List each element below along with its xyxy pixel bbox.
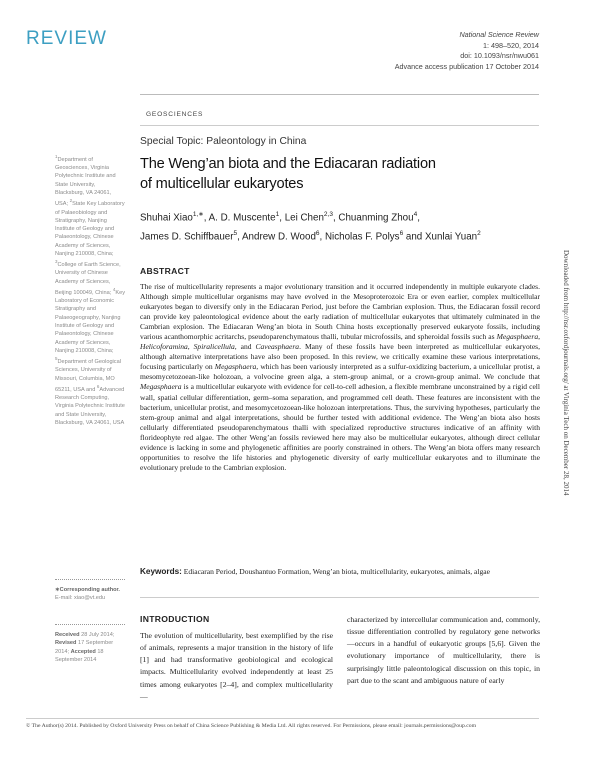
sidebar-divider [55,624,125,625]
corresponding-author [55,586,125,603]
taxon-name: Megasphaera [214,362,257,372]
affiliation: College of Earth Science, University of Chinese Academy of Sciences, Beijing 100049, China; [55,262,121,296]
author[interactable]: James D. Schiffbauer [140,231,234,243]
corresponding-label: ∗Corresponding author. [55,587,120,593]
introduction-column-1: The evolution of multicellularity, best exemplified by the rise of animals, represents a major transition in the history of life [1] and had transformative geobiological and ecological impacts. Multicellularity evolved independently at least 25 times among eukaryotes [2–4], and complex multicellularity— [140,631,333,701]
advance-access: Advance access publication 17 October 2014 [394,61,539,71]
affiliation: Advanced Research Computing, Virginia Polytechnic Institute and State University, Blacksburg, VA 24061, USA [55,386,125,427]
accepted-date: 18 September 2014 [55,648,104,663]
taxon-name: Megasphaera [140,382,182,392]
author[interactable]: Andrew D. Wood [242,231,316,243]
taxon-name: Helicoforamina [140,342,188,352]
affil-sup: 5 [55,356,58,362]
sidebar-divider [55,579,125,580]
author-sup: 4 [413,211,418,218]
author-line-1: Shuhai Xiao$^{1,∗}$, A. D. Muscente$^1$, Lei Chen$^{2,3}$, Chuanming Zhou$^4$, [140,211,420,224]
introduction-heading: INTRODUCTION [140,614,210,624]
copyright-footer: © The Author(s) 2014. Published by Oxford University Press on behalf of China Science Publishing & Media Ltd. All rights reserved. For Permissions, please email: journals.permissions@oup.com [26,723,477,729]
accepted-label: Accepted [70,648,96,655]
author-sup: 6 [399,230,404,238]
affiliation: Key Laboratory of Economic Stratigraphy and Palaeogeography, Nanjing Institute of Geology and Palaeontology, Chinese Academy of Sciences, Nanjing 210008, China; [55,289,126,354]
affil-sup: 4 [112,287,116,293]
revised-date: 17 September 2014; [55,640,114,655]
introduction-column-2: characterized by intercellular communication and, commonly, tissue differentiation controlled by regulatory gene networks—occurs in a handful of eukaryotic groups [5,6]. Given the evolutionary importance of multicellularity, there is surprisingly little paleontological discussion on this topic, in part due to the scant and ambiguous nature of early [347,615,540,685]
abstract-segment: , which has been variously interpreted as a sulfur-oxidizing bacterium, a unicellular protist, a mesomycetozoean-like holozoan, a volvocine green alga, a stem-group animal, or a crown-group animal. We conclude that [140,362,540,382]
author[interactable]: Xunlai Yuan [424,231,478,243]
affil-sup: 3 [55,259,58,265]
author-line-2: James D. Schiffbauer$^5$, Andrew D. Wood$^6$, Nicholas F. Polys$^6$ and Xunlai Yuan$^2$ [140,230,481,243]
revised-label: Revised [55,640,77,647]
taxon-name: Megasphaera [496,332,539,342]
affiliation: State Key Laboratory of Palaeobiology and Stratigraphy, Nanjing Institute of Geology and Palaeontology, Chinese Academy of Sciences, Nanjing 210008, China; [55,201,125,257]
abstract-segment: . Many of these fossils have been interpreted as multicellular eukaryotes, although alternative interpretations have also been proposed. In this review, we critically examine these various interpretations, focusing particularly on [140,342,540,372]
journal-pages: 1: 498–520, 2014 [483,40,539,50]
author-sup: 1,∗ [192,211,204,218]
affiliations [55,153,125,427]
affiliation: Department of Geological Sciences, University of Missouri, Columbia, MO 65211, USA and [55,359,121,393]
author[interactable]: Chuanming Zhou [338,212,414,224]
keywords-text: Ediacaran Period, Doushantuo Formation, Weng’an biota, multicellularity, eukaryotes, animals, algae [183,567,490,576]
title-line-1: The Weng’an biota and the Ediacaran radiation [140,156,436,172]
subject-label: GEOSCIENCES [146,111,204,118]
affil-sup: 6 [96,384,100,390]
footer-divider [26,718,539,719]
abstract-segment: , [538,332,540,342]
taxon-name: Caveasphaera [255,342,300,352]
received-label: Received [55,632,80,638]
watermark-suffix: at Virginia Tech on December 28, 2014 [562,383,570,496]
keywords-label: Keywords: [140,567,182,576]
special-topic: Special Topic: Paleontology in China [140,136,307,147]
section-label: REVIEW [26,28,107,49]
author-sup: 6 [315,230,320,238]
download-watermark [562,250,570,550]
author-sup: 1 [275,211,280,218]
author[interactable]: A. D. Muscente [208,212,276,224]
author[interactable]: Lei Chen [284,212,324,224]
corresponding-email[interactable]: E-mail: xiao@vt.edu [55,595,106,602]
author-sup: 5 [233,230,238,238]
article-title [140,154,540,194]
author-sup: 2 [477,230,481,238]
title-line-2: of multicellular eukaryotes [140,176,304,192]
affil-sup: 1 [55,154,58,159]
author[interactable]: Shuhai Xiao [140,212,193,224]
affil-sup: 2 [69,198,73,204]
header-divider [140,94,539,95]
abstract-text [140,282,540,473]
journal-doi[interactable]: doi: 10.1093/nsr/nwu061 [460,51,539,60]
abstract-segment: , [187,342,194,352]
author-sup: 2,3 [323,211,333,218]
journal-info [395,30,539,72]
abstract-segment: The rise of multicellularity represents a major evolutionary transition and it occurred independently in multiple eukaryote clades. Although simple multicellular organisms may have evolved in the Mesoproterozoic Era or even earlier, complex multicellular eukaryotes began to diversify only in the Ediacaran Period, just before the Cambrian explosion. Thus, the Ediacaran fossil record can provide key paleontological evidence about the early radiation of multicellular eukaryotes that ultimately culminated in the Cambrian explosion. The Ediacaran Weng’an biota in South China hosts exceptionally preserved eukaryote fossils, including various acanthomorphic acritarchs, pseudoparenchymatous thalli, tubular microfossils, and spheroidal fossils such as [140,282,540,342]
abstract-heading: ABSTRACT [140,266,190,276]
received-date: 28 July 2014; [81,632,115,638]
author[interactable]: Nicholas F. Polys [324,231,400,243]
journal-name: National Science Review [459,30,539,39]
watermark-prefix: Downloaded from [562,250,570,303]
article-dates [55,631,125,664]
abstract-segment: is a multicellular eukaryote with evidence for cell-to-cell adhesion, a flexible membrane unconstrained by a rigid cell wall, spatial cellular differentiation, germ–soma separation, and programmed cell death. These features are inconsistent with the bacterium, unicellular protist, and mesomycetozoean-like holozoan interpretations. Thus, the surviving hypotheses, particularly the stem-group animal and algal interpretations, should be further tested with additional evidence. The Weng’an biota also hosts cellularly differentiated pseudoparenchymatous thalli with specialized reproductive structures indicative of an affinity with florideophyte red algae. The other Weng’an fossils reviewed here may also be multicellular eukaryotes, although direct cellular evidence is lacking in some and phylogenetic affinities are poorly constrained in others. The Weng’an biota offers many research opportunities to resolve the life histories and phylogenetic diversity of early multicellular eukaryotes and to illuminate the evolutionary prelude to the Cambrian explosion. [140,382,540,472]
abstract-segment: , and [234,342,256,352]
watermark-link[interactable]: http://nsr.oxfordjournals.org/ [562,302,570,384]
affiliation: Department of Geosciences, Virginia Polytechnic Institute and State University, Blacksburg, VA 24061, USA; [55,156,116,208]
keywords-divider [140,597,539,598]
subject-divider [140,125,539,126]
keywords [140,567,540,577]
taxon-name: Spiralicellula [193,342,235,352]
author-list [140,207,540,246]
